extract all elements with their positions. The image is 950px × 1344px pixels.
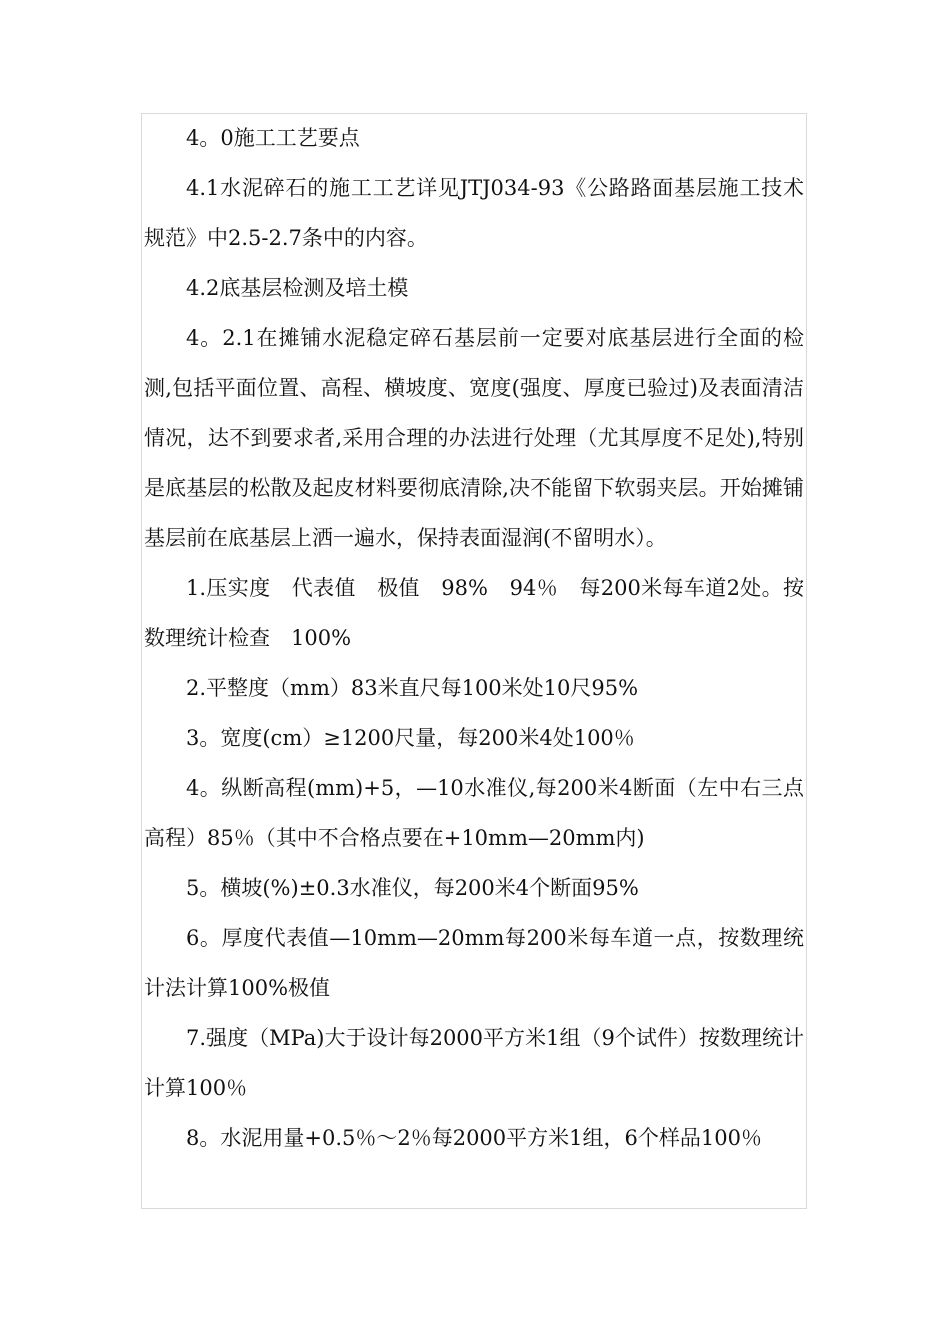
item-strength: 7.强度（MPa)大于设计每2000平方米1组（9个试件）按数理统计计算100％ — [144, 1026, 804, 1100]
item-cross-slope: 5。横坡(%)±0.3水准仪，每200米4个断面95% — [186, 876, 639, 900]
paragraph-4-1: 4.1水泥碎石的施工工艺详见JTJ034-93《公路路面基层施工技术规范》中2.5-2.7条中的内容。 — [144, 176, 804, 250]
item-cement-content: 8。水泥用量+0.5％～2％每2000平方米1组，6个样品100％ — [186, 1126, 762, 1150]
section-heading-4-0: 4。0施工工艺要点 — [186, 126, 360, 150]
item-elevation: 4。纵断高程(mm)+5，—10水准仪,每200米4断面（左中右三点高程）85％（其中不合格点要在+10mm—20mm内) — [144, 776, 804, 850]
item-thickness: 6。厚度代表值—10mm—20mm每200米每车道一点，按数理统计法计算100%极值 — [144, 926, 804, 1000]
item-flatness: 2.平整度（mm）83米直尺每100米处10尺95% — [186, 676, 639, 700]
document-body — [144, 113, 804, 1163]
section-heading-4-2: 4.2底基层检测及培土模 — [186, 276, 409, 300]
item-compaction: 1.压实度 代表值 极值 98% 94％ 每200米每车道2处。按数理统计检查 100% — [144, 576, 804, 650]
paragraph-4-2-1: 4。2.1在摊铺水泥稳定碎石基层前一定要对底基层进行全面的检测,包括平面位置、高程、横坡度、宽度(强度、厚度已验过)及表面清洁情况，达不到要求者,采用合理的办法进行处理（尤其厚度不足处),特别是底基层的松散及起皮材料要彻底清除,决不能留下软弱夹层。开始摊铺基层前在底基层上洒一遍水，保持表面湿润(不留明水）。 — [144, 326, 804, 550]
item-width: 3。宽度(cm）≥1200尺量，每200米4处100％ — [186, 726, 635, 750]
